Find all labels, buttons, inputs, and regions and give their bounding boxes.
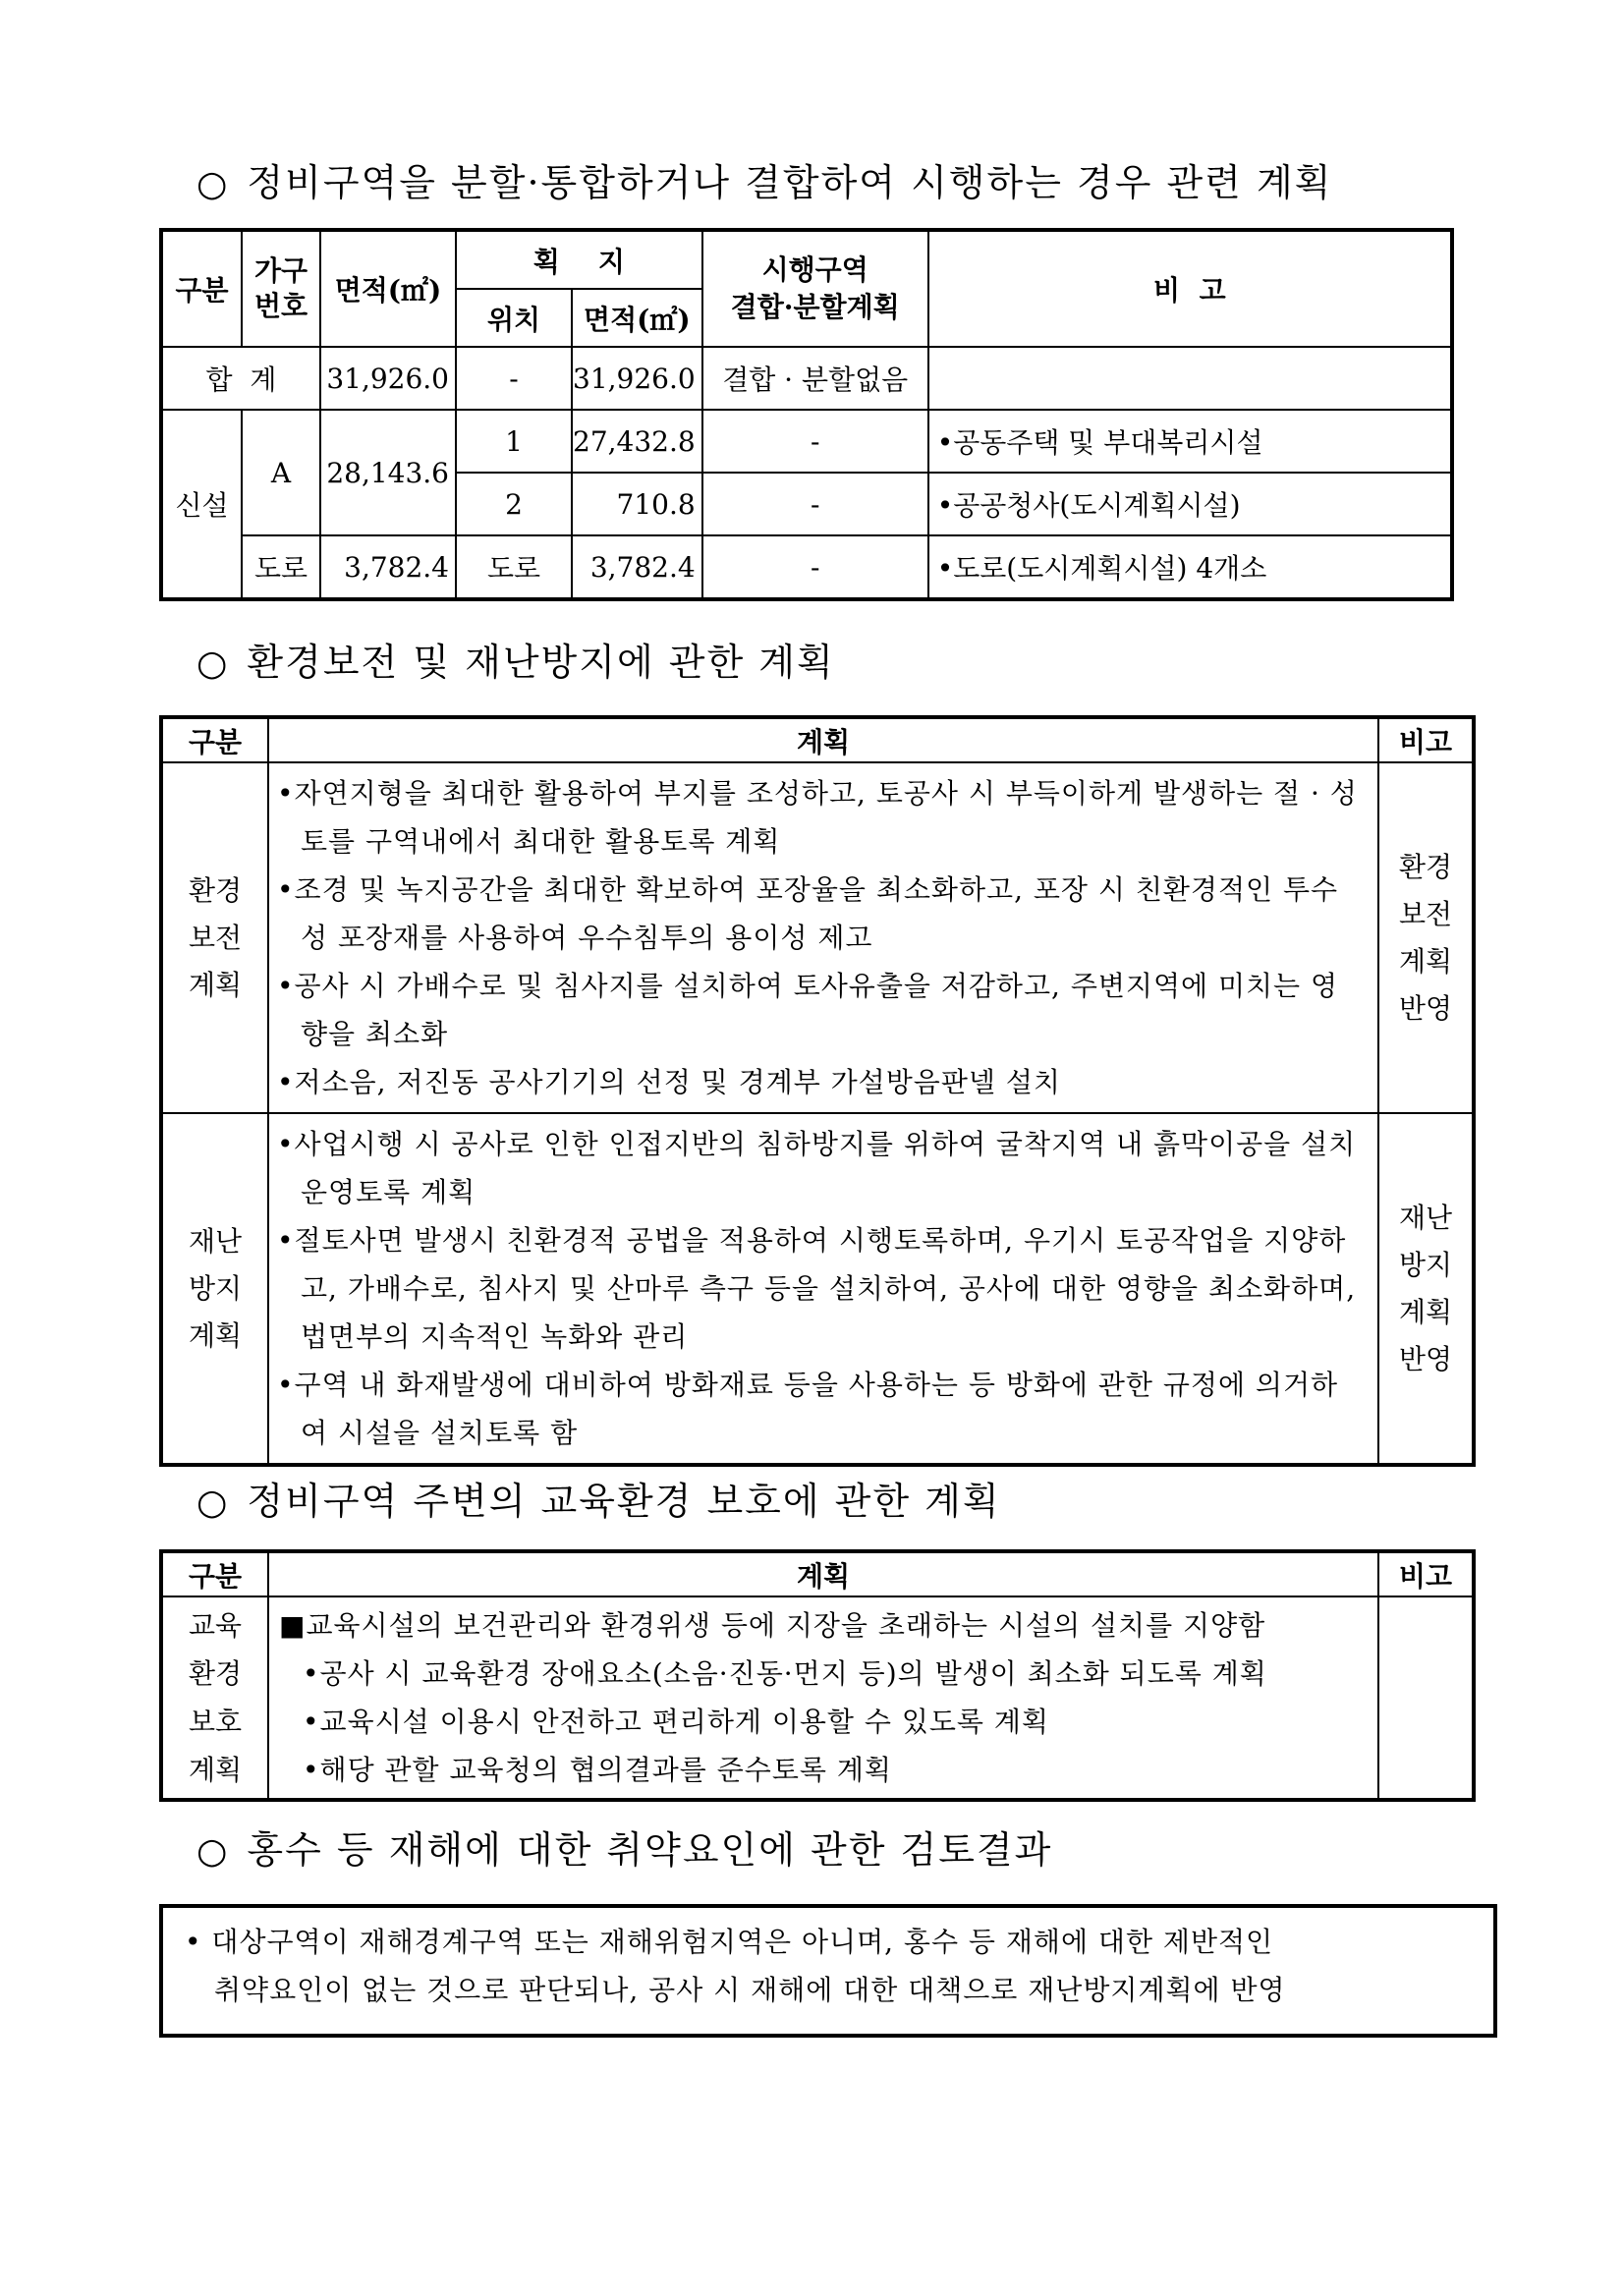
header-note: 비고 [1378,717,1474,762]
lot-plan: - [702,410,928,473]
disaster-category: 재난 방지 계획 [161,1113,268,1465]
circle-bullet-icon: ○ [196,164,230,204]
education-note [1378,1596,1474,1800]
environment-disaster-table [159,715,1476,1467]
total-plan: 결합 · 분할없음 [702,347,928,410]
lot-location: 2 [456,473,572,535]
header-lot: 획 지 [456,230,702,289]
household-road-area: 3,782.4 [320,535,456,599]
lot-remarks: •도로(도시계획시설) 4개소 [928,535,1452,599]
list-item: •절토사면 발생시 친환경적 공법을 적용하여 시행토록하며, 우기시 토공작업을 지양하고, 가배수로, 침사지 및 산마루 측구 등을 설치하여, 공사에 대한 영향을 최소화하며, 법면부의 지속적인 녹화와 관리 [277,1224,1357,1353]
review-line-1: • 대상구역이 재해경계구역 또는 재해위험지역은 아니며, 홍수 등 재해에 대한 제반적인 [185,1926,1274,1958]
header-plan: 계획 [268,1551,1378,1596]
total-row [161,347,1452,410]
table-row [161,535,1452,599]
lot-area: 3,782.4 [572,535,702,599]
total-location: - [456,347,572,410]
household-a: A [242,410,320,535]
section1-title: 정비구역을 분할·통합하거나 결합하여 시행하는 경우 관련 계획 [247,161,1333,204]
review-line-2: 취약요인이 없는 것으로 판단되나, 공사 시 재해에 대한 대책으로 재난방지계획에 반영 [214,1974,1286,2006]
lead-item: ■교육시설의 보건관리와 환경위생 등에 지장을 초래하는 시설의 설치를 지양함 [279,1609,1266,1642]
circle-bullet-icon: ○ [196,1483,230,1523]
section4-title: 홍수 등 재해에 대한 취약요인에 관한 검토결과 [247,1828,1053,1872]
section2-title: 환경보전 및 재난방지에 관한 계획 [247,641,835,684]
header-category: 구분 [161,1551,268,1596]
circle-bullet-icon: ○ [196,644,230,684]
education-row [161,1596,1474,1800]
list-item: •해당 관할 교육청의 협의결과를 준수토록 계획 [303,1754,892,1786]
header-remarks: 비 고 [928,230,1452,347]
env-category: 환경 보전 계획 [161,762,268,1113]
list-item: •자연지형을 최대한 활용하여 부지를 조성하고, 토공사 시 부득이하게 발생하는 절 · 성토를 구역내에서 최대한 활용토록 계획 [277,777,1358,858]
section4-heading [196,1820,1052,1874]
header-household: 가구 번호 [242,230,320,347]
header-area: 면적(㎡) [320,230,456,347]
header-plan: 시행구역 결합·분할계획 [702,230,928,347]
total-label: 합 계 [161,347,320,410]
header-note: 비고 [1378,1551,1474,1596]
section3-heading [196,1471,1001,1525]
header-location: 위치 [456,289,572,347]
header-category: 구분 [161,717,268,762]
lot-plan: - [702,535,928,599]
education-plan [268,1596,1378,1800]
list-item: •사업시행 시 공사로 인한 인접지반의 침하방지를 위하여 굴착지역 내 흙막이공을 설치 운영토록 계획 [277,1128,1357,1208]
household-a-area: 28,143.6 [320,410,456,535]
env-note: 환경 보전 계획 반영 [1378,762,1474,1113]
list-item: •교육시설 이용시 안전하고 편리하게 이용할 수 있도록 계획 [303,1706,1049,1738]
household-road: 도로 [242,535,320,599]
disaster-plan [268,1113,1378,1465]
flood-review-box [159,1904,1497,2038]
header-plan: 계획 [268,717,1378,762]
table-row [161,410,1452,473]
header-lot-area: 면적(㎡) [572,289,702,347]
education-table [159,1549,1476,1802]
env-row [161,762,1474,1113]
lot-location: 1 [456,410,572,473]
list-item: •구역 내 화재발생에 대비하여 방화재료 등을 사용하는 등 방화에 관한 규정에 의거하여 시설을 설치토록 함 [277,1369,1339,1449]
lot-remarks: •공동주택 및 부대복리시설 [928,410,1452,473]
section3-title: 정비구역 주변의 교육환경 보호에 관한 계획 [247,1480,1001,1523]
section1-heading [196,152,1332,206]
list-item: •조경 및 녹지공간을 최대한 확보하여 포장율을 최소화하고, 포장 시 친환경적인 투수성 포장재를 사용하여 우수침투의 용이성 제고 [277,873,1339,954]
header-category: 구분 [161,230,242,347]
env-plan [268,762,1378,1113]
lot-location: 도로 [456,535,572,599]
lot-plan-table [159,228,1454,601]
total-lot-area: 31,926.0 [572,347,702,410]
list-item: •공사 시 교육환경 장애요소(소음·진동·먼지 등)의 발생이 최소화 되도록 계획 [303,1657,1267,1690]
total-remarks [928,347,1452,410]
disaster-row [161,1113,1474,1465]
lot-area: 27,432.8 [572,410,702,473]
circle-bullet-icon: ○ [196,1831,230,1872]
education-category: 교육 환경 보호 계획 [161,1596,268,1800]
total-area: 31,926.0 [320,347,456,410]
lot-remarks: •공공청사(도시계획시설) [928,473,1452,535]
new-label: 신설 [161,410,242,599]
section2-heading [196,632,835,686]
list-item: •공사 시 가배수로 및 침사지를 설치하여 토사유출을 저감하고, 주변지역에 미치는 영향을 최소화 [277,970,1339,1050]
lot-plan: - [702,473,928,535]
disaster-note: 재난 방지 계획 반영 [1378,1113,1474,1465]
lot-area: 710.8 [572,473,702,535]
list-item: •저소음, 저진동 공사기기의 선정 및 경계부 가설방음판넬 설치 [277,1066,1061,1098]
